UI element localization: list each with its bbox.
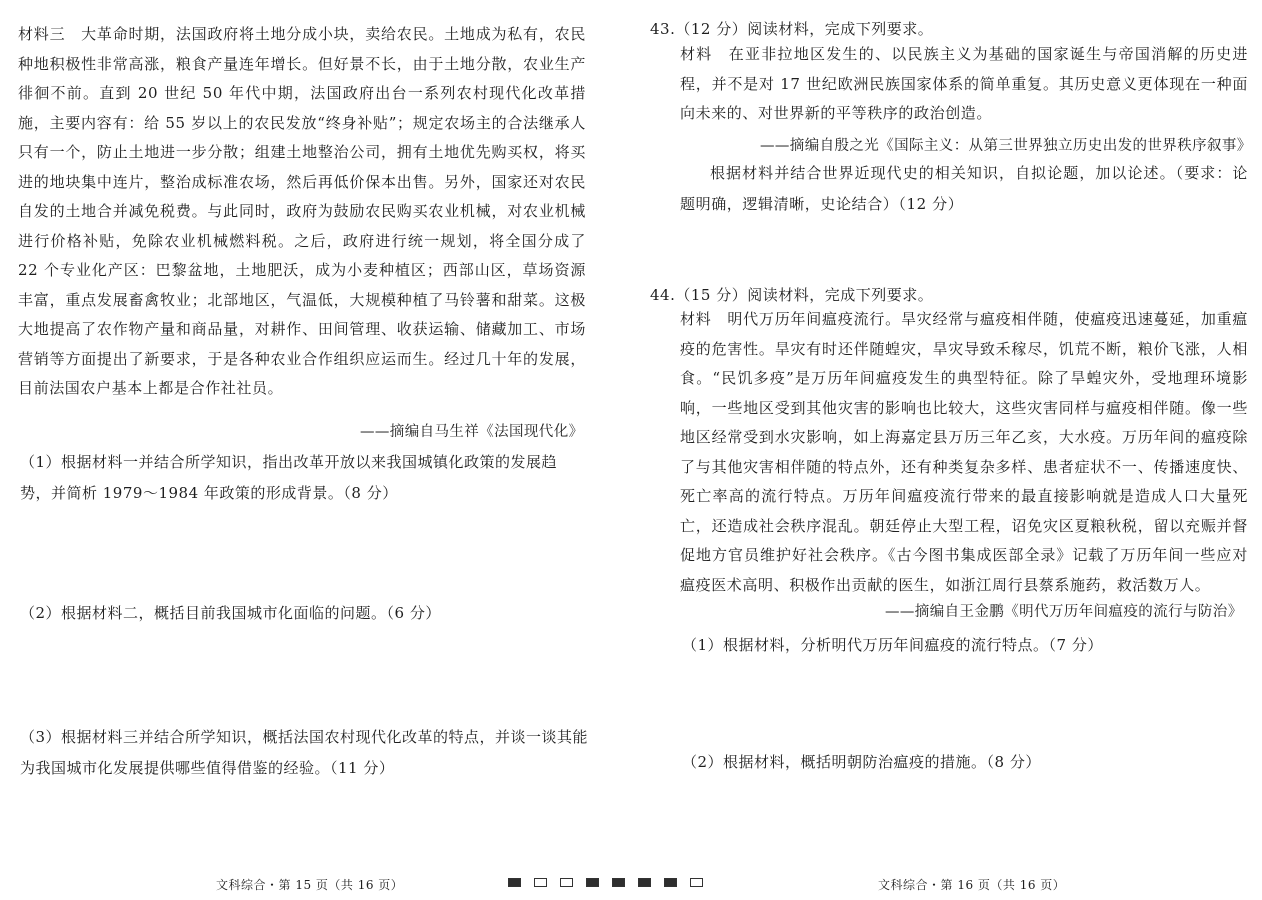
page-mark [664, 878, 677, 887]
question-44-material: 材料 明代万历年间瘟疫流行。旱灾经常与瘟疫相伴随，使瘟疫迅速蔓延，加重瘟疫的危害性。旱灾有时还伴随蝗灾，旱灾导致禾稼尽，饥荒不断，粮价飞涨，人相食。“民饥多疫”是万历年间瘟疫发生的典型特征。除了旱蝗灾外，受地理环境影响，一些地区受到其他灾害的影响也比较大，这些灾害同样与瘟疫相伴随。像一些地区经常受到水灾影响，如上海嘉定县万历三年乙亥，大水疫。万历年间的瘟疫除了与其他灾害相伴随的特点外，还有种类复杂多样、患者症状不一、传播速度快、死亡率高的流行特点。万历年间瘟疫流行带来的最直接影响就是造成人口大量死亡，还造成社会秩序混乱。朝廷停止大型工程，诏免灾区夏粮秋税，留以充赈并督促地方官员维护好社会秩序。《古今图书集成医部全录》记载了万历年间一些应对瘟疫医术高明、积极作出贡献的医生，如浙江周行县蔡系施药，救活数万人。 [680, 310, 1248, 594]
question-44-part-1: （1）根据材料，分析明代万历年间瘟疫的流行特点。（7 分） [682, 636, 1103, 654]
question-1: （1）根据材料一并结合所学知识，指出改革开放以来我国城镇化政策的发展趋势，并简析 1979～1984 年政策的形成背景。（8 分） [20, 453, 558, 502]
page-marks [508, 878, 703, 887]
left-page-footer: 文科综合・第 15 页（共 16 页） [216, 878, 404, 892]
page-mark [638, 878, 651, 887]
material-3-source: ——摘编自马生祥《法国现代化》 [360, 424, 584, 440]
material-3-text: 材料三 大革命时期，法国政府将土地分成小块，卖给农民。土地成为私有，农民种地积极性非常高涨，粮食产量连年增长。但好景不长，由于土地分散，农业生产徘徊不前。直到 20 世纪 50 年代中期，法国政府出台一系列农村现代化改革措施，主要内容有：给 55 岁以上的农民发放“终身补贴”；规定农场主的合法继承人只有一个，防止土地进一步分散；组建土地整治公司，拥有土地优先购买权，将买进的地块集中连片，整治成标准农场，然后再低价保本出售。另外，国家还对农民自发的土地合并减免税费。与此同时，政府为鼓励农民购买农业机械，对农业机械进行价格补贴，免除农业机械燃料税。之后，政府进行统一规划，将全国分成了 22 个专业化产区：巴黎盆地，土地肥沃，成为小麦种植区；西部山区，草场资源丰富，重点发展畜禽牧业；北部地区，气温低，大规模种植了马铃薯和甜菜。这极大地提高了农作物产量和商品量，对耕作、田间管理、收获运输、储藏加工、市场营销等方面提出了新要求，于是各种农业合作组织应运而生。经过几十年的发展，目前法国农户基本上都是合作社社员。 [18, 25, 586, 397]
question-3: （3）根据材料三并结合所学知识，概括法国农村现代化改革的特点，并谈一谈其能为我国城市化发展提供哪些值得借鉴的经验。（11 分） [20, 728, 589, 777]
question-44-part-2: （2）根据材料，概括明朝防治瘟疫的措施。（8 分） [682, 753, 1041, 771]
question-43-material: 材料 在亚非拉地区发生的、以民族主义为基础的国家诞生与帝国消解的历史进程，并不是对 17 世纪欧洲民族国家体系的简单重复。其历史意义更体现在一种面向未来的、对世界新的平等秩序的政治创造。 [680, 45, 1248, 122]
page-mark [534, 878, 547, 887]
page-mark [586, 878, 599, 887]
right-page-footer: 文科综合・第 16 页（共 16 页） [878, 878, 1066, 892]
question-43-task: 根据材料并结合世界近现代史的相关知识，自拟论题，加以论述。（要求：论题明确，逻辑清晰，史论结合）（12 分） [680, 164, 1248, 213]
page-mark [560, 878, 573, 887]
question-44-header: 44.（15 分）阅读材料，完成下列要求。 [650, 286, 934, 304]
question-2: （2）根据材料二，概括目前我国城市化面临的问题。（6 分） [20, 604, 441, 622]
question-44-source: ——摘编自王金鹏《明代万历年间瘟疫的流行与防治》 [885, 604, 1243, 620]
page-mark [690, 878, 703, 887]
page-mark [508, 878, 521, 887]
page-mark [612, 878, 625, 887]
question-43-header: 43.（12 分）阅读材料，完成下列要求。 [650, 20, 934, 38]
question-43-source: ——摘编自殷之光《国际主义：从第三世界独立历史出发的世界秩序叙事》 [760, 138, 1252, 154]
